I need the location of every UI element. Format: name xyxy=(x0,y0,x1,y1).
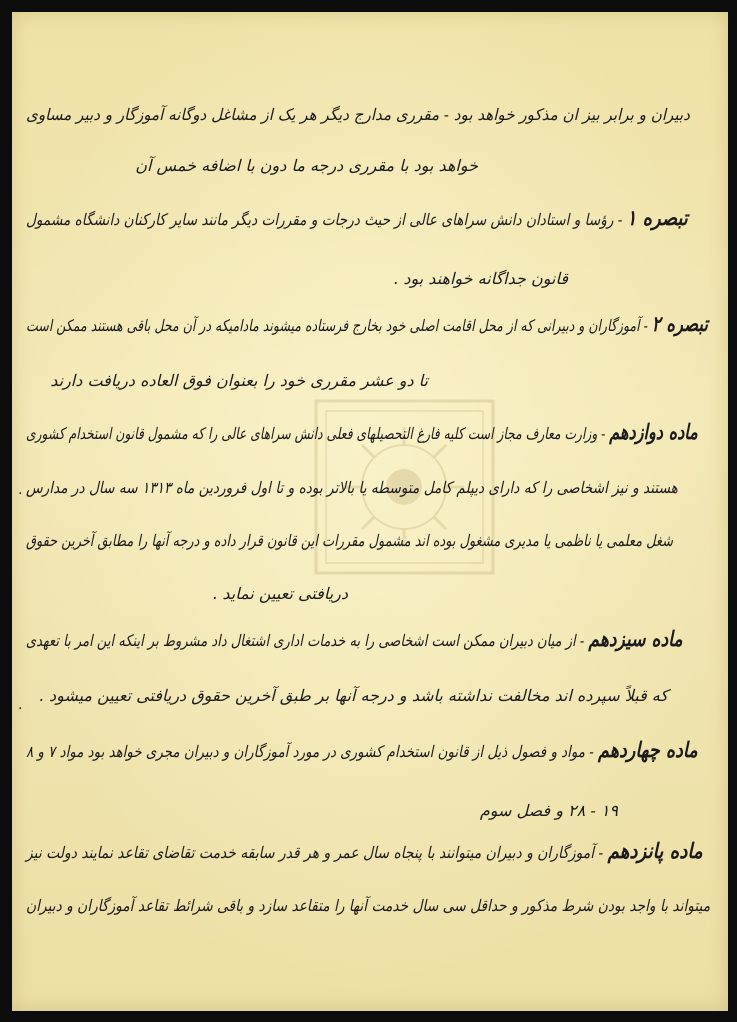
text-line xyxy=(135,152,478,178)
line-text: - وزارت معارف مجاز است کلیه فارغ التحصیلهای فعلی دانش سراهای عالی را که مشمول قانون استخدام کشوری xyxy=(26,424,606,443)
text-line xyxy=(26,101,690,127)
document-page xyxy=(12,12,728,1011)
text-line xyxy=(26,420,698,446)
text-line xyxy=(26,627,683,653)
section-heading: ماده چهاردهم xyxy=(598,737,698,762)
section-heading: ماده سیزدهم xyxy=(588,626,683,651)
line-text: دبیران و برابر بیز ان مذکور خواهد بود - مقرری مدارج دیگر هر یک از مشاغل دوگانه آموزگار و دبیر مساوی xyxy=(26,105,690,124)
line-text: شغل معلمی یا ناظمی یا مدیری مشغول بوده اند مشمول مقررات این قانون قرار داده و درجه آنها را مطابق آخرین حقوق xyxy=(26,531,673,550)
margin-mark: · xyxy=(18,486,23,502)
text-line xyxy=(26,738,698,764)
line-text: که قبلاً سپرده اند مخالفت نداشته باشد و درجه آنها بر طبق آخرین حقوق دریافتی تعیین میشود . xyxy=(38,686,668,705)
text-line xyxy=(26,312,708,338)
line-text: ۱۹ - ۲۸ و فصل سوم xyxy=(479,801,618,820)
line-text: قانون جداگانه خواهند بود . xyxy=(393,269,568,288)
line-text: - آموزگاران و دبیرانی که از محل اقامت اصلی خود بخارج فرستاده میشوند مادامیکه در آن محل باقی هستند ممکن است xyxy=(26,316,648,335)
margin-mark: · xyxy=(18,701,23,717)
text-line xyxy=(26,839,703,865)
text-line xyxy=(50,367,428,393)
line-text: هستند و نیز اشخاصی را که دارای دیپلم کامل متوسطه یا بالاتر بوده و تا اول فروردین ماه ۱۳۱۳ سه سال در مدارس xyxy=(26,478,678,497)
line-text: - آموزگاران و دبیران میتوانند با پنجاه سال عمر و هر قدر سابقه خدمت تقاضای تقاعد نمایند دولت نیز xyxy=(26,843,604,862)
text-line xyxy=(393,265,568,291)
line-text: - رؤسا و استادان دانش سراهای عالی از حیث درجات و مقررات دیگر مانند سایر کارکنان دانشگاه مشمول xyxy=(26,210,623,229)
text-line xyxy=(212,580,348,606)
text-line xyxy=(39,682,668,708)
line-text: - از میان دبیران ممکن است اشخاصی را به خدمات اداری اشتغال داد مشروط بر اینکه این امر با تعهدی xyxy=(26,631,585,650)
section-heading: تبصره ۲ xyxy=(651,311,708,336)
line-text: تا دو عشر مقرری خود را بعنوان فوق العاده دریافت دارند xyxy=(50,371,428,390)
section-heading: ماده دوازدهم xyxy=(609,419,698,444)
line-text: دریافتی تعیین نماید . xyxy=(212,584,348,603)
text-line xyxy=(26,474,678,500)
line-text: خواهد بود با مقرری درجه ما دون با اضافه خمس آن xyxy=(135,156,478,175)
line-text: - مواد و فصول ذیل از قانون استخدام کشوری در مورد آموزگاران و دبیران مجری خواهد بود مواد ۷ و ۸ xyxy=(26,742,595,761)
text-line xyxy=(26,527,673,553)
line-text: میتواند با واجد بودن شرط مذکور و حداقل سی سال خدمت آنها را متقاعد سازد و باقی شرائط تقاعد آموزگاران و دبیران xyxy=(25,896,710,915)
text-line xyxy=(26,206,688,232)
section-heading: تبصره ۱ xyxy=(626,205,688,230)
section-heading: ماده پانزدهم xyxy=(607,838,703,863)
text-line xyxy=(26,892,710,918)
text-line xyxy=(480,797,618,823)
